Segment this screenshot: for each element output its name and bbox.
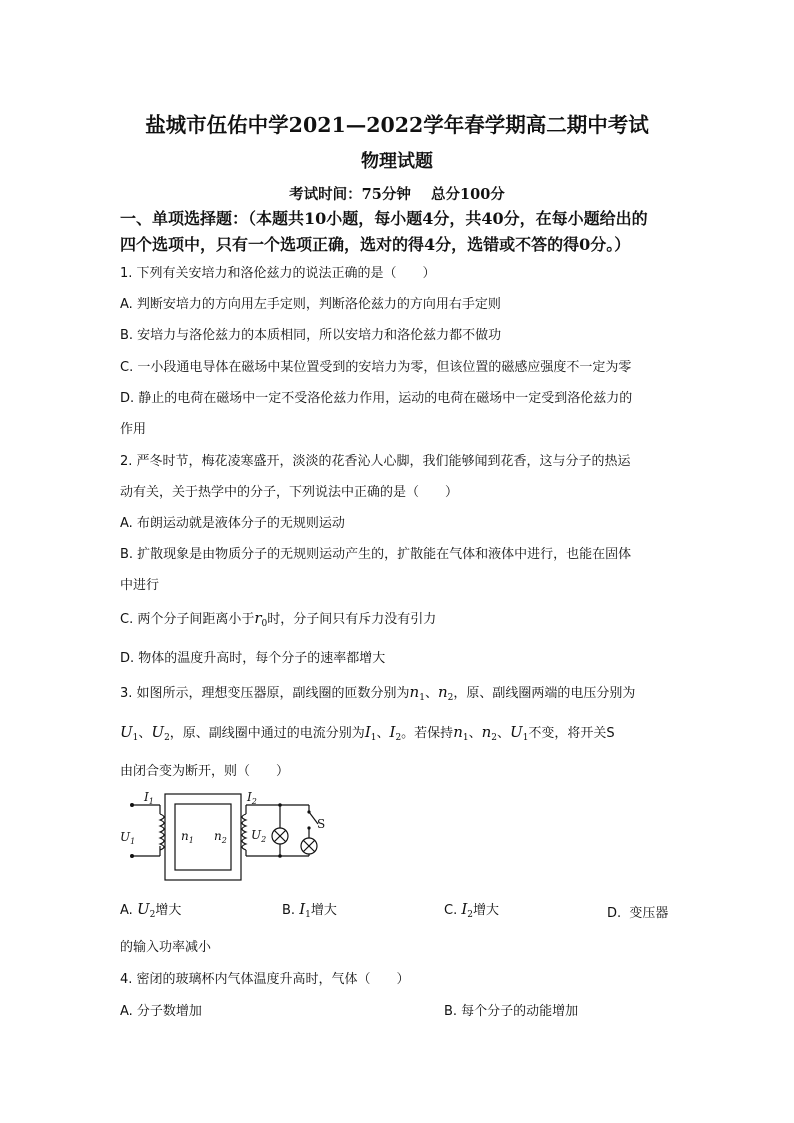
label-n1: $n_1$ <box>181 829 194 845</box>
q4-option-b: B. 每个分子的动能增加 <box>444 1004 579 1019</box>
transformer-core-outer <box>165 794 241 880</box>
q1-option-b: B. 安培力与洛伦兹力的本质相同，所以安培力和洛伦兹力都不做功 <box>120 328 502 343</box>
secondary-coil <box>242 814 246 850</box>
q1-option-d-line2: 作用 <box>120 422 147 437</box>
q1-option-d-line1: D. 静止的电荷在磁场中一定不受洛伦兹力作用，运动的电荷在磁场中一定受到洛伦兹力的 <box>120 391 633 406</box>
q3-stem-line2: $U_1$、$U_2$，原、副线圈中通过的电流分别为$I_1$、$I_2$。若保持$n_1$、$n_2$、$U_1$不变，将开关S <box>120 723 615 743</box>
q1-option-c: C. 一小段通电导体在磁场中某位置受到的安培力为零，但该位置的磁感应强度不一定为零 <box>120 360 632 375</box>
transformer-circuit-diagram <box>118 788 338 888</box>
q2-option-d: D. 物体的温度升高时，每个分子的速率都增大 <box>120 651 386 666</box>
r0-symbol: $r_0$ <box>254 609 268 629</box>
label-u1: $U_1$ <box>120 830 136 846</box>
label-n2: $n_2$ <box>214 829 227 845</box>
q3-option-d-line1: D. 变压器 <box>607 906 669 921</box>
q1-option-a: A. 判断安培力的方向用左手定则，判断洛伦兹力的方向用右手定则 <box>120 297 501 312</box>
q1-stem: 1. 下列有关安培力和洛伦兹力的说法正确的是（ ） <box>120 266 436 281</box>
q2-stem-line2: 动有关，关于热学中的分子，下列说法中正确的是（ ） <box>120 485 459 500</box>
q2-option-c <box>120 608 436 629</box>
label-s: S <box>317 817 326 831</box>
q2-option-b-line1: B. 扩散现象是由物质分子的无规则运动产生的，扩散能在气体和液体中进行，也能在固体 <box>120 547 632 562</box>
label-i1: $I_1$ <box>144 790 154 806</box>
section-heading-line1: 一、单项选择题：（本题共10小题，每小题4分，共40分，在每小题给出的 <box>120 209 648 228</box>
exam-subtitle: 物理试题 <box>361 151 433 172</box>
q4-stem: 4. 密闭的玻璃杯内气体温度升高时，气体（ ） <box>120 972 410 987</box>
q3-option-c: C. $I_2$增大 <box>444 900 500 920</box>
exam-title: 盐城市伍佑中学2021—2022学年春学期高二期中考试 <box>145 113 649 137</box>
q2-option-c-post: 时，分子间只有斥力没有引力 <box>267 612 437 627</box>
q2-option-c-pre: C. 两个分子间距离小于 <box>120 612 255 627</box>
q2-option-a: A. 布朗运动就是液体分子的无规则运动 <box>120 516 345 531</box>
exam-info: 考试时间：75分钟 总分100分 <box>289 186 505 203</box>
primary-coil <box>160 814 164 850</box>
q2-stem-line1: 2. 严冬时节，梅花凌寒盛开，淡淡的花香沁人心脚，我们能够闻到花香，这与分子的热运 <box>120 454 631 469</box>
q2-option-b-line2: 中进行 <box>120 578 160 593</box>
label-i2: $I_2$ <box>247 790 257 806</box>
label-u2: $U_2$ <box>251 828 267 844</box>
q3-option-d-line2: 的输入功率减小 <box>120 940 212 955</box>
q4-option-a: A. 分子数增加 <box>120 1004 202 1019</box>
q3-option-b: B. $I_1$增大 <box>282 900 337 920</box>
q3-stem-line1: 3. 如图所示，理想变压器原，副线圈的匝数分别为$n_1$、$n_2$，原、副线圈两端的电压分别为 <box>120 683 636 703</box>
q3-option-a: A. $U_2$增大 <box>120 900 182 920</box>
q3-stem-line3: 由闭合变为断开，则（ ） <box>120 764 290 779</box>
section-heading-line2: 四个选项中，只有一个选项正确，选对的得4分，选错或不答的得0分。） <box>120 235 631 254</box>
